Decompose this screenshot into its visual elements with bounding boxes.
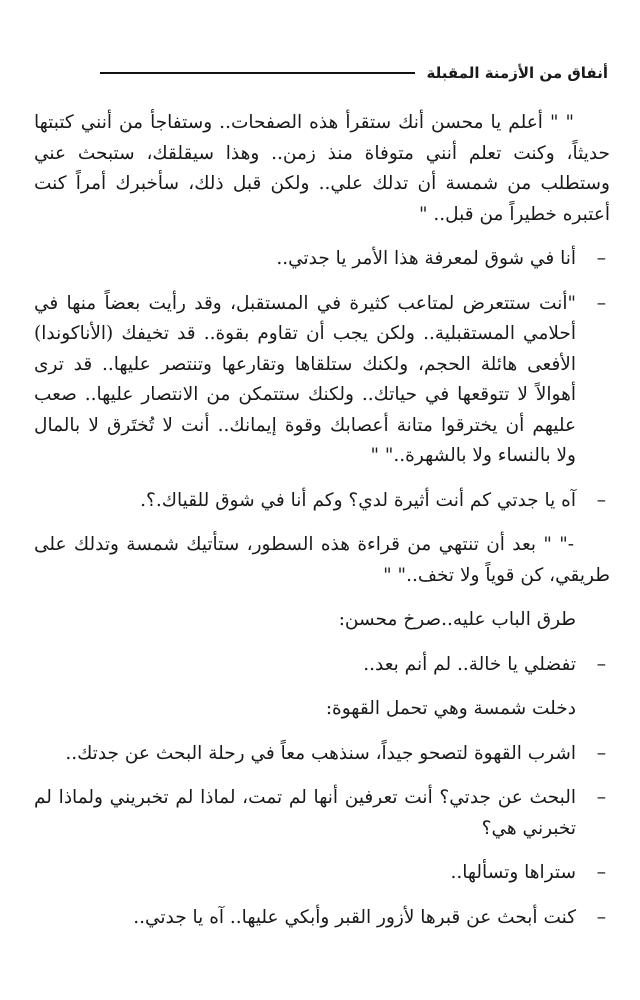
dialogue-line [34,903,610,934]
dialogue-dash: – [596,906,606,928]
dialogue-text: آه يا جدتي كم أنت أثيرة لدي؟ وكم أنا في شوق للقياك.؟. [140,489,576,511]
dialogue-line [34,486,610,517]
dialogue-line [34,783,610,844]
dialogue-dash: – [596,862,606,883]
dialogue-text: البحث عن جدتي؟ أنت تعرفين أنها لم تمت، لماذا لم تخبريني ولماذا لم تخبرني هي؟ [34,787,576,839]
narration-line: طرق الباب عليه..صرخ محسن: [338,609,576,630]
dialogue-line [34,289,610,472]
running-title: أنفاق من الأزمنة المقبلة [426,64,608,82]
dialogue-dash: – [596,653,606,675]
dialogue-dash: – [596,292,606,314]
paragraph: -" " بعد أن تنتهي من قراءة هذه السطور، ستأتيك شمسة وتدلك على طريقي، كن قوياً ولا تخف.." " [34,534,610,586]
dialogue-line [34,244,610,275]
dialogue-text: أنا في شوق لمعرفة هذا الأمر يا جدتي.. [276,248,576,269]
dialogue-text: اشرب القهوة لتصحو جيداً، سنذهب معاً في رحلة البحث عن جدتك.. [65,742,576,764]
dialogue-text: كنت أبحث عن قبرها لأزور القبر وأبكي عليها.. آه يا جدتي.. [133,906,576,928]
header-rule [100,72,415,74]
dialogue-line [34,739,610,770]
narration-line: دخلت شمسة وهي تحمل القهوة: [325,698,576,719]
dialogue-text: ستراها وتسألها.. [450,862,576,883]
dialogue-dash: – [596,489,606,511]
dialogue-line [34,858,610,889]
dialogue-dash: – [596,787,606,808]
dialogue-dash: – [596,742,606,764]
dialogue-dash: – [596,248,606,269]
page-body [34,108,610,947]
dialogue-text: "أنت ستتعرض لمتاعب كثيرة في المستقبل، وقد رأيت بعضاً منها في أحلامي المستقبلية.. ولكن يجب أن تقاوم بقوة.. قد تخيفك (الأناكوندا) الأفعى هائلة الحجم، ولكنك ستلقاها وتقارعها وتنتصر عليها.. قد ترى أهوالاً لا تتوقعها في حياتك.. ولكنك ستتمكن من الانتصار عليها.. صعب عليهم أن يخترقوا متانة أعصابك وقوة إيمانك.. أنت لا تُختَرق لا بالمال ولا بالنساء ولا بالشهرة.." " [34,292,576,466]
paragraph: " " أعلم يا محسن أنك ستقرأ هذه الصفحات.. وستفاجأ من أنني كتبتها حديثاً، وكنت تعلم أنني متوفاة منذ زمن.. وهذا سيقلقك، ستبحث عني وستطلب من شمسة أن تدلك علي.. ولكن قبل ذلك، سأخبرك أمراً كنت أعتبره خطيراً من قبل.. " [34,112,610,225]
running-header [100,58,608,88]
dialogue-text: تفضلي يا خالة.. لم أنم بعد.. [363,653,576,675]
dialogue-line [34,650,610,681]
